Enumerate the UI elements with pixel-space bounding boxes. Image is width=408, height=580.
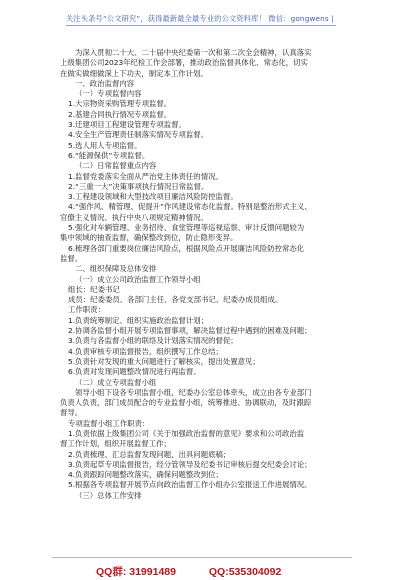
document-line: 工作职责： (68, 305, 105, 315)
footer-contact (96, 564, 311, 579)
document-line: 5.强化对车辆管理、业务招待、食堂管理等巡视巡察、审计反馈问题较为 (68, 223, 305, 233)
document-line: 在做实做细做深上下功夫，制定本工作计划。 (60, 68, 208, 78)
document-line: 4.负责跟踪问题整改落实，确保问题整改到位； (68, 470, 223, 480)
document-line: 成员：纪委委员、各部门主任、各党支部书记、纪委办成员组成。 (68, 295, 283, 305)
document-line: 专项监督小组工作职责： (68, 418, 150, 428)
document-line: （二）日常监督重点内容 (75, 161, 157, 171)
document-line: 负责人负责，部门成员配合的专业监督小组，统筹推进、协调联动，及时跟踪 (60, 398, 312, 408)
document-line: （一）专项监督内容 (75, 89, 142, 99)
document-line: 1.监督党委落实全面从严治党主体责任的情况。 (68, 171, 223, 181)
banner-text: 关注头条号“公文研究”，获得最新最全最专业的公文资料库！ 微信：gongwens | (66, 14, 334, 23)
document-line: 1.负责统筹制定、组织实施政治监督计划； (68, 315, 209, 325)
document-line: 3.负责与各监督小组的联络及计划落实情况的督促； (68, 336, 238, 346)
document-line: 4.“强作风、精管理、促提升”作风建设常态化监督。特别是整治形式主义、 (68, 202, 312, 212)
document-body (60, 48, 346, 501)
document-line: 督工作计划，组织开展监督工作； (60, 439, 171, 449)
document-line: 4.负责审核专项监督报告，组织撰写工作总结； (68, 346, 223, 356)
banner-divider (66, 25, 336, 26)
document-line: 二、组织保障及总体安排 (75, 264, 157, 274)
document-line: 6.“能源保供”专项监督。 (68, 150, 150, 160)
document-line: 3.负责起草专项监督报告，经分管领导及纪委书记审核后提交纪委会讨论； (68, 459, 312, 469)
footer-bar (0, 553, 408, 580)
document-line: 5.根据各专项监督开展节点向政治监督工作小组办公室报送工作进展情况。 (68, 480, 312, 490)
document-line: （一）成立公司政治监督工作领导小组 (75, 274, 201, 284)
document-line: 上级集团公司2023年纪检工作会部署，推动政治监督具体化、常态化，切实 (60, 58, 308, 68)
document-line: 5.负责针对发现的重大问题进行了解核实，提出处置意见； (68, 356, 260, 366)
document-line: 4.安全生产管理责任制落实情况专项监督。 (68, 130, 209, 140)
document-line: 官僚主义情况、执行中央八项规定精神情况。 (60, 212, 208, 222)
document-line: 2.负责梳理、汇总监督发现问题，出具问题底稿； (68, 449, 231, 459)
document-line: 1.负责依据上级集团公司《关于加强政治监督的意见》要求和公司政治监 (68, 428, 305, 438)
document-line: 为深入贯彻二十大、二十届中央纪委第一次和第二次全会精神，认真落实 (75, 48, 312, 57)
document-line: 督导。 (60, 408, 83, 418)
document-line: 领导小组下设各专项监督小组，纪委办公室总体牵头，成立由各专业部门 (75, 387, 312, 397)
document-line: 6.负责对发现问题整改情况进行再监督。 (68, 367, 201, 377)
document-line: （二）成立专项监督小组 (75, 377, 157, 387)
document-line: 集中领域的抽查监督，确保整改到位，防止隐形变异。 (60, 233, 238, 243)
document-line: 3.迁建项目工程建设管理专项监督。 (68, 120, 186, 130)
document-line: 1.大宗物资采购管理专项监督。 (68, 99, 172, 109)
document-line: 组长：纪委书记 (68, 284, 120, 294)
document-line: 5.选人用人专项监督。 (68, 140, 142, 150)
document-line: 6.梳理各部门重要岗位廉洁风险点，根据风险点开展廉洁风险防控常态化 (68, 243, 305, 253)
document-line: 3.工程建设领域和大型技改项目廉洁风险防控监督。 (68, 192, 238, 202)
footer-qq-group: QQ群: 31991489 (96, 566, 176, 578)
document-line: 监督。 (60, 253, 83, 263)
document-line: （三）总体工作安排 (75, 490, 142, 500)
document-line: 2.“三重一大”决策事项执行情况日常监督。 (68, 181, 209, 191)
document-line: 2.基建合同执行情况专项监督。 (68, 109, 172, 119)
footer-qq: QQ:535304092 (208, 566, 282, 578)
footer-divider (52, 557, 352, 558)
document-line: 一、政治监督内容 (75, 78, 135, 88)
document-line: 2.协调各监督小组开展专项监督事项，解决监督过程中遇到的困难及问题； (68, 326, 312, 336)
top-banner (0, 0, 408, 40)
